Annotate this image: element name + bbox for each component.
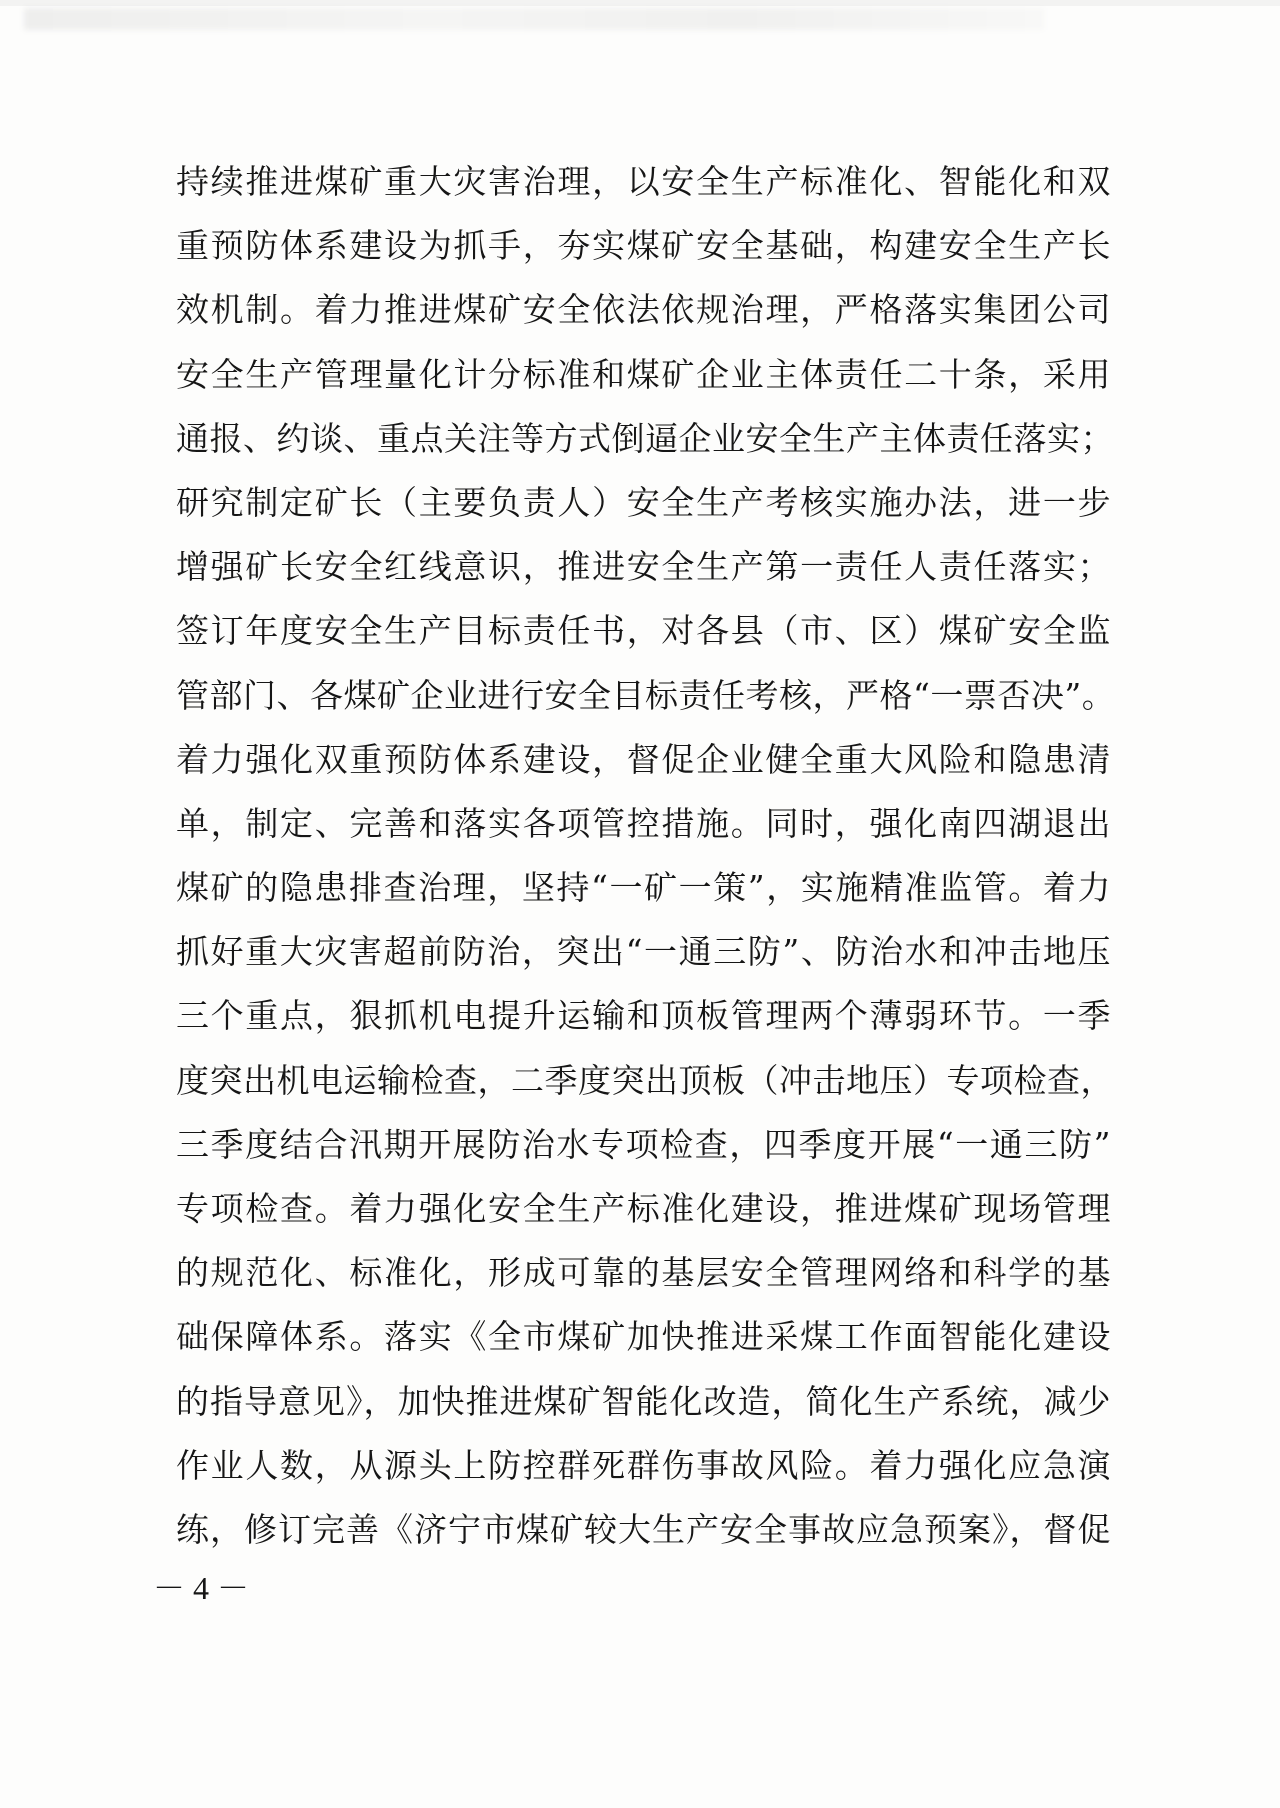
text-line: 重预防体系建设为抓手，夯实煤矿安全基础，构建安全生产长 xyxy=(176,226,1111,266)
scan-bleed-through xyxy=(24,8,1044,30)
text-line: 单，制定、完善和落实各项管控措施。同时，强化南四湖退出 xyxy=(176,803,1111,843)
text-line: 的指导意见》，加快推进煤矿智能化改造，简化生产系统，减少 xyxy=(176,1381,1111,1421)
scan-edge-shadow xyxy=(0,0,1280,6)
text-line: 抓好重大灾害超前防治，突出“一通三防”、防治水和冲击地压 xyxy=(176,932,1111,972)
text-line: 着力强化双重预防体系建设，督促企业健全重大风险和隐患清 xyxy=(176,739,1111,779)
text-line: 度突出机电运输检查，二季度突出顶板（冲击地压）专项检查， xyxy=(176,1060,1114,1100)
text-line: 效机制。着力推进煤矿安全依法依规治理，严格落实集团公司 xyxy=(176,290,1111,330)
text-line: 专项检查。着力强化安全生产标准化建设，推进煤矿现场管理 xyxy=(176,1189,1111,1228)
body-text xyxy=(176,150,1116,1562)
text-line: 通报、约谈、重点关注等方式倒逼企业安全生产主体责任落实； xyxy=(176,418,1114,458)
page-number: － 4 － xyxy=(152,1570,249,1606)
text-line: 练，修订完善《济宁市煤矿较大生产安全事故应急预案》，督促 xyxy=(176,1509,1111,1549)
text-line: 增强矿长安全红线意识，推进安全生产第一责任人责任落实； xyxy=(176,547,1111,587)
text-line: 签订年度安全生产目标责任书，对各县（市、区）煤矿安全监 xyxy=(176,611,1111,651)
text-line: 煤矿的隐患排查治理，坚持“一矿一策”，实施精准监管。着力 xyxy=(176,868,1111,908)
text-line: 础保障体系。落实《全市煤矿加快推进采煤工作面智能化建设 xyxy=(176,1317,1111,1357)
text-line: 三个重点，狠抓机电提升运输和顶板管理两个薄弱环节。一季 xyxy=(176,996,1111,1036)
text-line: 安全生产管理量化计分标准和煤矿企业主体责任二十条，采用 xyxy=(176,354,1111,394)
text-line: 研究制定矿长（主要负责人）安全生产考核实施办法，进一步 xyxy=(176,482,1111,522)
text-line: 作业人数，从源头上防控群死群伤事故风险。着力强化应急演 xyxy=(176,1445,1111,1485)
text-line: 三季度结合汛期开展防治水专项检查，四季度开展“一通三防” xyxy=(176,1124,1111,1164)
text-line: 的规范化、标准化，形成可靠的基层安全管理网络和科学的基 xyxy=(176,1253,1111,1293)
text-line: 管部门、各煤矿企业进行安全目标责任考核，严格“一票否决”。 xyxy=(176,675,1116,715)
text-line: 持续推进煤矿重大灾害治理，以安全生产标准化、智能化和双 xyxy=(176,162,1111,201)
